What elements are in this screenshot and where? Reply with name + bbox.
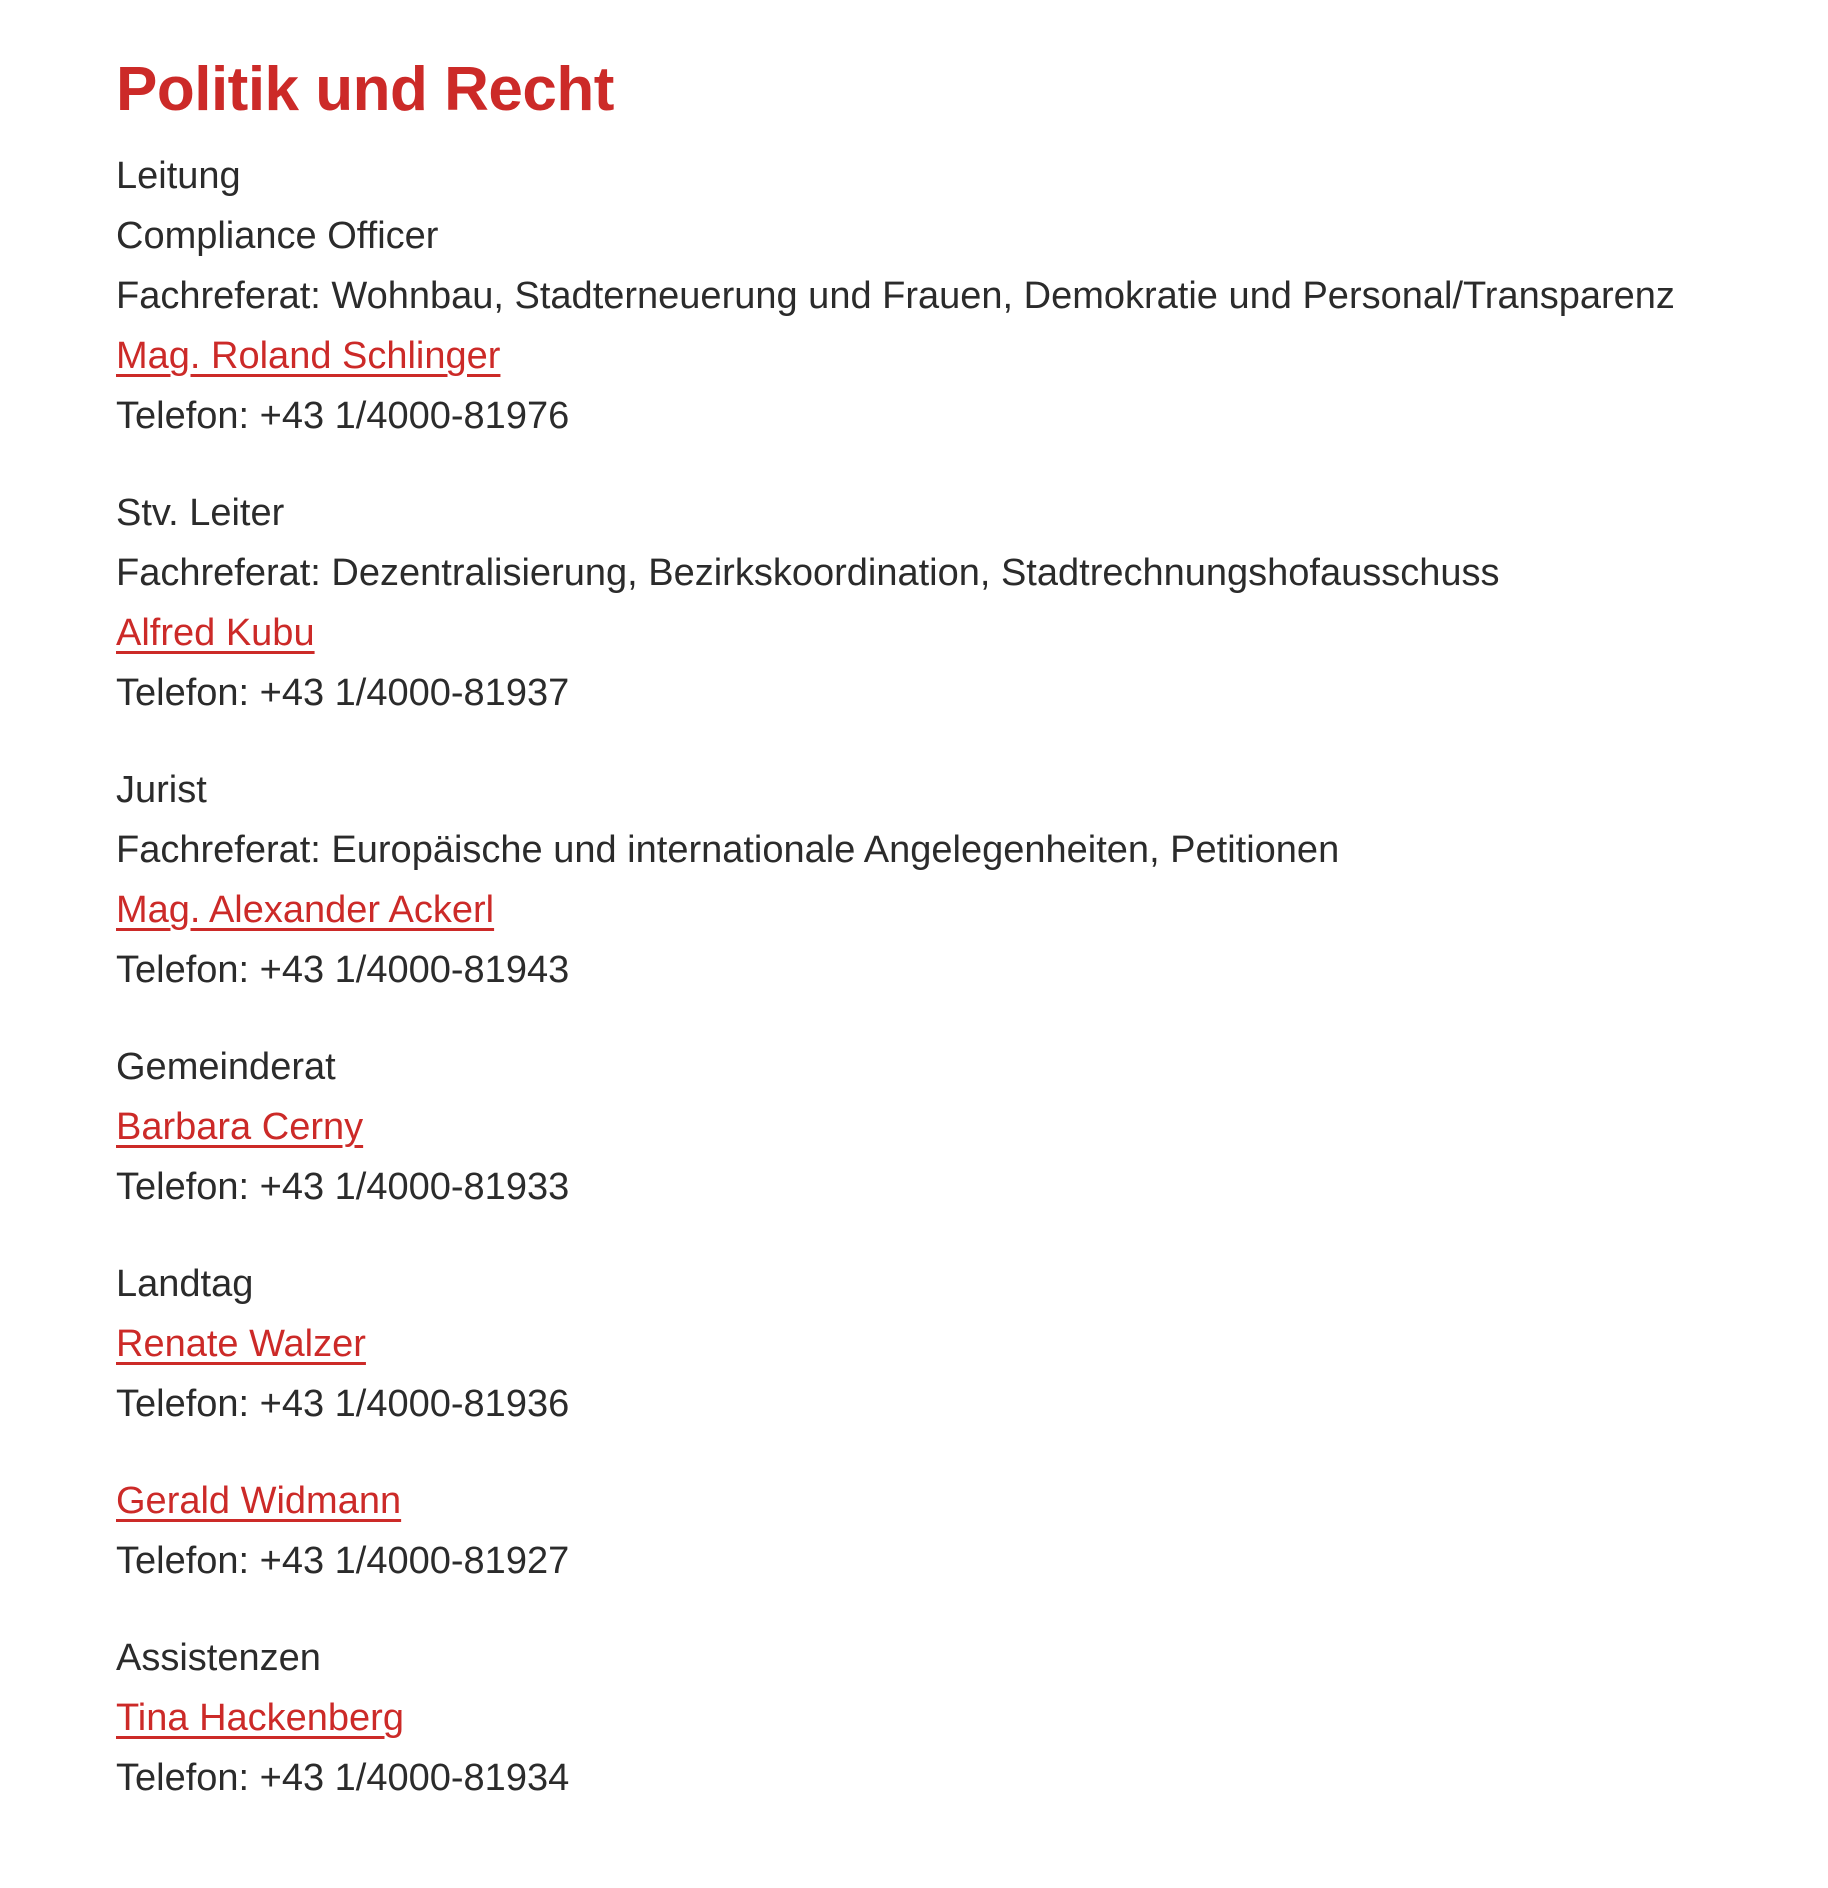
- contact-role: Gemeinderat: [116, 1046, 336, 1088]
- contact-phone: Telefon: +43 1/4000-81936: [116, 1383, 570, 1425]
- contact-name-row: [116, 1314, 1816, 1374]
- contact-detail: Fachreferat: Europäische und internationale Angelegenheiten, Petitionen: [116, 829, 1340, 871]
- contact-phone: Telefon: +43 1/4000-81937: [116, 672, 570, 714]
- contact-phone: Telefon: +43 1/4000-81933: [116, 1166, 570, 1208]
- contact-role: Jurist: [116, 769, 207, 811]
- contact-phone: Telefon: +43 1/4000-81934: [116, 1757, 570, 1799]
- contact-phone: Telefon: +43 1/4000-81976: [116, 395, 570, 437]
- main-content: [116, 48, 1816, 1845]
- contact-detail: Fachreferat: Wohnbau, Stadterneuerung und Frauen, Demokratie und Personal/Transparenz: [116, 275, 1675, 317]
- contact-block: [116, 1628, 1816, 1808]
- contact-name-link[interactable]: Mag. Roland Schlinger: [116, 335, 501, 377]
- contact-name-link[interactable]: Renate Walzer: [116, 1323, 366, 1365]
- contact-role: Landtag: [116, 1263, 254, 1305]
- contact-name-link[interactable]: Alfred Kubu: [116, 612, 315, 654]
- contact-block: [116, 1254, 1816, 1434]
- contact-detail: Fachreferat: Dezentralisierung, Bezirkskoordination, Stadtrechnungshofausschuss: [116, 552, 1500, 594]
- contact-role: Assistenzen: [116, 1637, 321, 1679]
- contact-name-row: [116, 880, 1816, 940]
- contact-name-row: [116, 1097, 1816, 1157]
- contact-name-link[interactable]: Gerald Widmann: [116, 1480, 402, 1522]
- contact-name-link[interactable]: Tina Hackenberg: [116, 1697, 404, 1739]
- contact-name-link[interactable]: Barbara Cerny: [116, 1106, 364, 1148]
- contact-role: Stv. Leiter: [116, 492, 285, 534]
- contact-role: Leitung: [116, 155, 241, 197]
- contact-name-row: [116, 326, 1816, 386]
- contact-name-row: [116, 603, 1816, 663]
- contact-name-row: [116, 1688, 1816, 1748]
- contact-phone: Telefon: +43 1/4000-81943: [116, 949, 570, 991]
- contact-name-link[interactable]: Mag. Alexander Ackerl: [116, 889, 495, 931]
- contact-name-row: [116, 1471, 1816, 1531]
- contact-block: [116, 483, 1816, 723]
- contact-phone: Telefon: +43 1/4000-81927: [116, 1540, 570, 1582]
- contact-block: [116, 760, 1816, 1000]
- contact-block: [116, 1471, 1816, 1591]
- contact-detail: Compliance Officer: [116, 215, 439, 257]
- contact-list: [116, 146, 1816, 1808]
- page-title: Politik und Recht: [116, 55, 614, 124]
- contact-block: [116, 1037, 1816, 1217]
- contact-block: [116, 146, 1816, 446]
